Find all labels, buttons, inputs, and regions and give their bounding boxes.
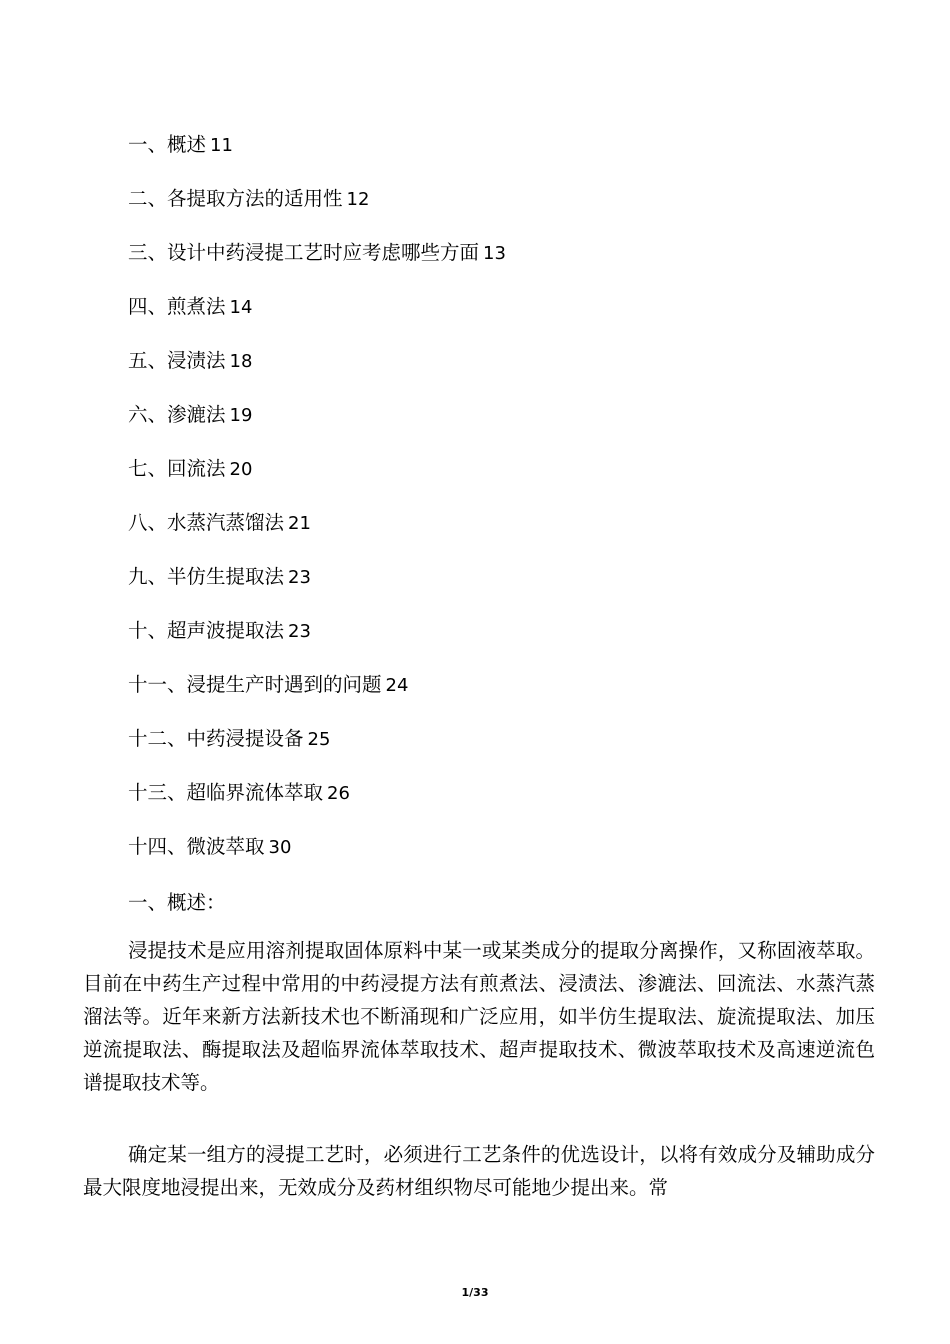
toc-entry-page: 19 [229,405,253,426]
toc-entry-label: 十二、中药浸提设备 [128,727,304,750]
body-paragraph: 确定某一组方的浸提工艺时，必须进行工艺条件的优选设计，以将有效成分及辅助成分最大限度地浸提出来，无效成分及药材组织物尽可能地少提出来。常 [83,1143,875,1199]
toc-entry[interactable] [128,290,868,344]
page-number: 1/33 [461,1286,489,1299]
body-paragraph: 浸提技术是应用溶剂提取固体原料中某一或某类成分的提取分离操作，又称固液萃取。目前在中药生产过程中常用的中药浸提方法有煎煮法、浸渍法、渗漉法、回流法、水蒸汽蒸溜法等。近年来新方法新技术也不断涌现和广泛应用，如半仿生提取法、旋流提取法、加压逆流提取法、酶提取法及超临界流体萃取技术、超声提取技术、微波萃取技术及高速逆流色谱提取技术等。 [83,939,875,1094]
toc-entry[interactable] [128,722,868,776]
toc-entry-label: 六、渗漉法 [128,403,226,426]
toc-entry-label: 九、半仿生提取法 [128,565,285,588]
table-of-contents [128,128,868,884]
toc-entry[interactable] [128,182,868,236]
toc-entry-page: 30 [268,837,292,858]
toc-entry-label: 十三、超临界流体萃取 [128,781,324,804]
toc-entry-page: 14 [229,297,253,318]
toc-entry[interactable] [128,344,868,398]
toc-entry[interactable] [128,398,868,452]
toc-entry-label: 十、超声波提取法 [128,619,285,642]
toc-entry-label: 四、煎煮法 [128,295,226,318]
toc-entry-label: 三、设计中药浸提工艺时应考虑哪些方面 [128,241,480,264]
toc-entry[interactable] [128,776,868,830]
toc-entry[interactable] [128,452,868,506]
toc-entry[interactable] [128,560,868,614]
toc-entry-label: 十一、浸提生产时遇到的问题 [128,673,382,696]
toc-entry-label: 八、水蒸汽蒸馏法 [128,511,285,534]
toc-entry-page: 26 [327,783,350,804]
toc-entry-label: 五、浸渍法 [128,349,226,372]
toc-entry-page: 23 [288,621,311,642]
toc-entry-page: 11 [210,135,233,156]
toc-entry[interactable] [128,506,868,560]
toc-entry-page: 24 [385,675,409,696]
toc-entry-page: 25 [307,729,331,750]
toc-entry-page: 20 [229,459,253,480]
toc-entry-page: 13 [483,243,506,264]
toc-entry-page: 21 [288,513,311,534]
toc-entry-label: 一、概述 [128,133,207,156]
toc-entry-page: 18 [229,351,253,372]
toc-entry[interactable] [128,830,868,884]
toc-entry-page: 12 [346,189,370,210]
toc-entry-label: 二、各提取方法的适用性 [128,187,343,210]
toc-entry[interactable] [128,614,868,668]
toc-entry[interactable] [128,668,868,722]
toc-entry-page: 23 [288,567,311,588]
section-heading: 一、概述： [128,891,226,914]
toc-entry[interactable] [128,128,868,182]
toc-entry-label: 十四、微波萃取 [128,835,265,858]
toc-entry-label: 七、回流法 [128,457,226,480]
toc-entry[interactable] [128,236,868,290]
